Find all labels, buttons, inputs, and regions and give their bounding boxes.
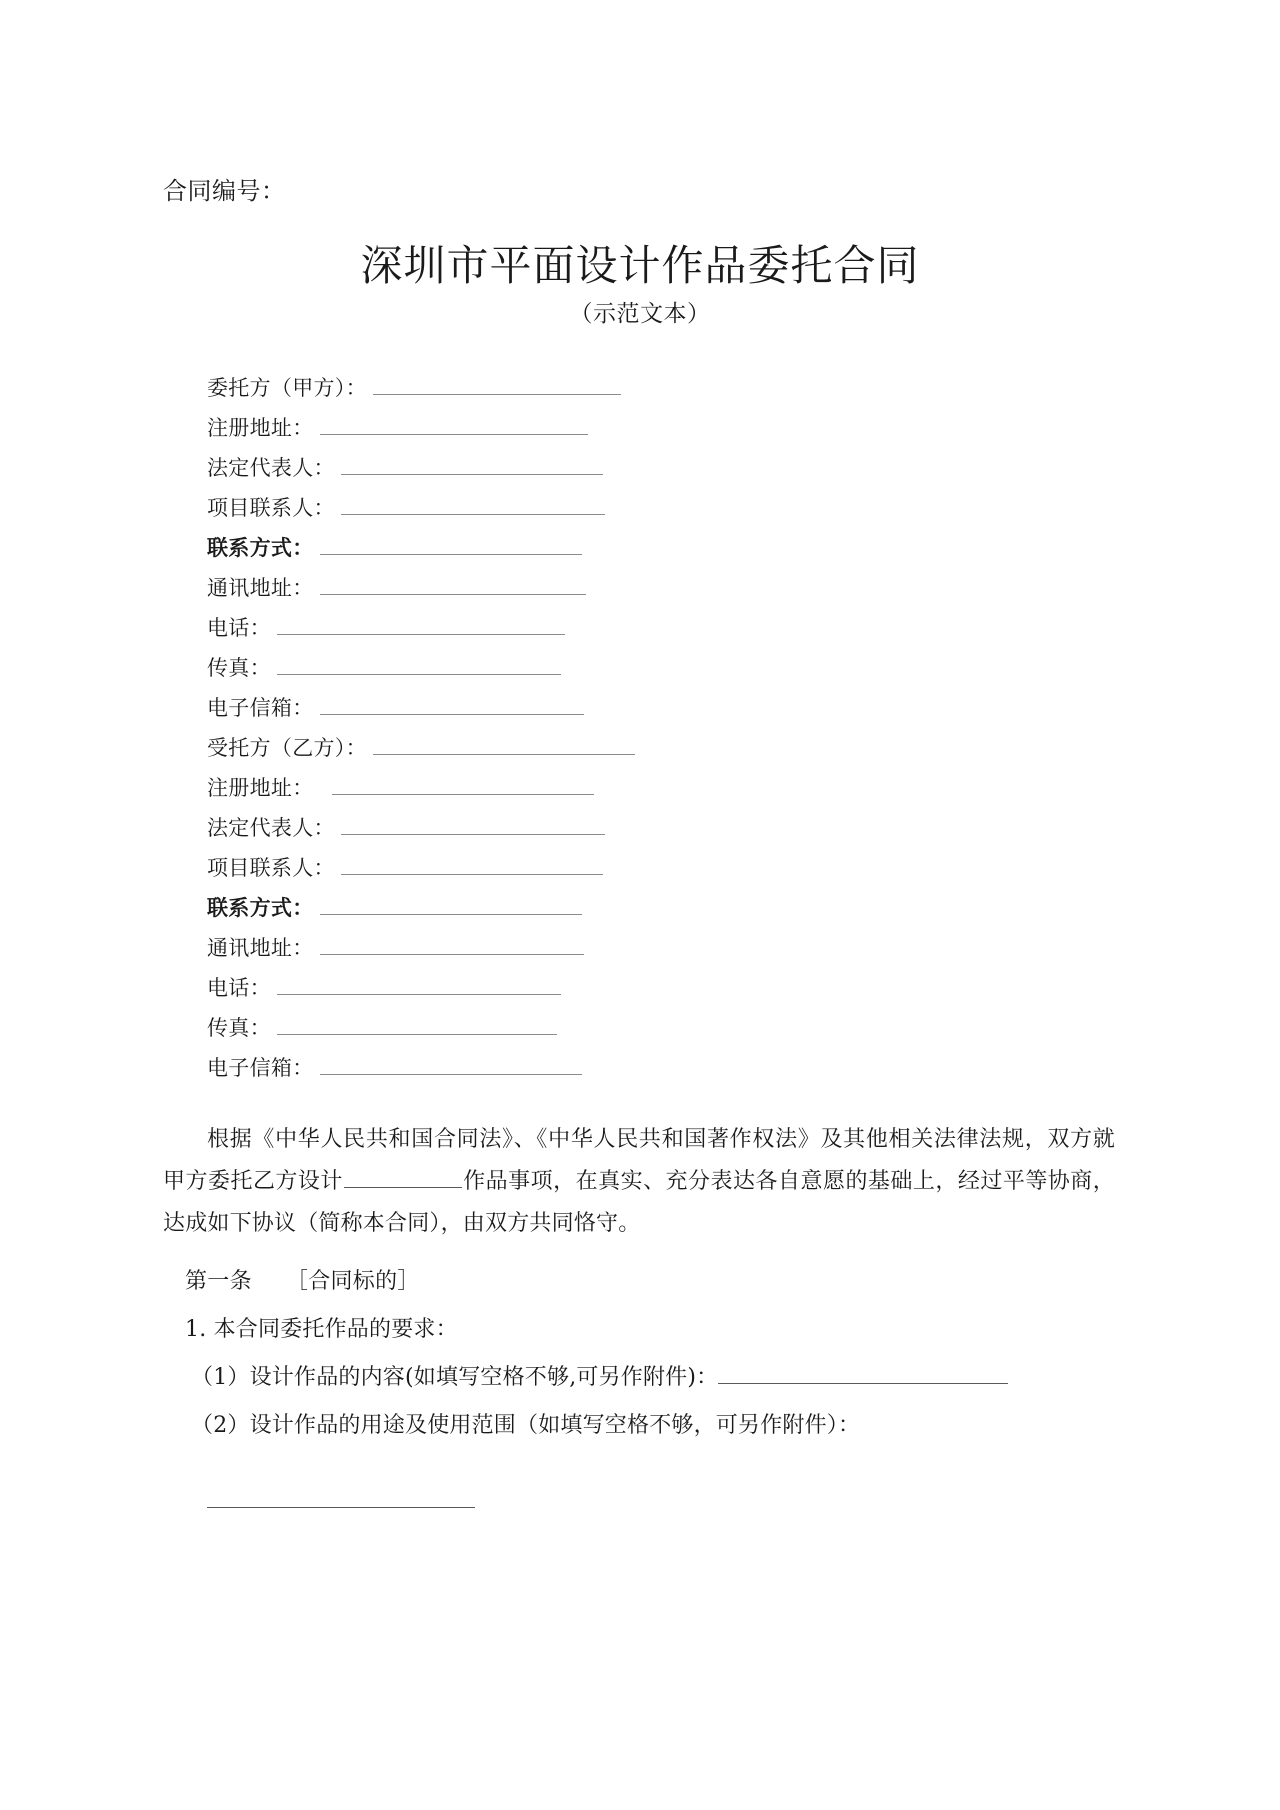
party-b-field-row: [207, 932, 1107, 972]
item-text: 设计作品的内容(如填写空格不够,可另作附件)：: [249, 1365, 719, 1390]
party-b-field-input[interactable]: [277, 1014, 557, 1035]
design-usage-blank[interactable]: [207, 1491, 475, 1508]
party-b-field-input[interactable]: [373, 734, 635, 755]
party-b-field-input[interactable]: [332, 774, 594, 795]
page-subtitle: （示范文本）: [569, 301, 711, 328]
party-b-field-input[interactable]: [341, 814, 605, 835]
preamble-text-part1: 根据《中华人民共和国合同法》、《中华人民共和国著作权法》及其他相关法律法规，双方就甲方委托乙方设计: [163, 1127, 1115, 1194]
party-a-field-label: 电子信箱：: [207, 696, 314, 720]
party-b-field-label: 项目联系人：: [207, 856, 335, 880]
party-a-field-input[interactable]: [277, 654, 561, 675]
clause-one-item-3: [163, 1405, 1115, 1447]
party-a-field-input[interactable]: [320, 414, 588, 435]
clause-one-title: ［合同标的］: [285, 1269, 420, 1294]
party-b-field-input[interactable]: [320, 894, 582, 915]
party-a-field-input[interactable]: [373, 374, 621, 395]
clause-one-item-3-continuation: [163, 1481, 1115, 1523]
party-a-field-label: 电话：: [207, 616, 271, 640]
party-a-field-label: 项目联系人：: [207, 496, 335, 520]
party-a-field-label: 法定代表人：: [207, 456, 335, 480]
party-b-field-input[interactable]: [277, 974, 561, 995]
party-b-field-row: [207, 852, 1107, 892]
party-b-field-label: 传真：: [207, 1016, 271, 1040]
party-a-field-label: 通讯地址：: [207, 576, 314, 600]
clause-one-heading: [163, 1261, 1115, 1303]
party-b-field-input[interactable]: [320, 934, 584, 955]
party-b-field-label: 通讯地址：: [207, 936, 314, 960]
party-b-field-row: [207, 772, 1107, 812]
item-text: 本合同委托作品的要求：: [213, 1317, 458, 1342]
party-a-field-row: [207, 412, 1107, 452]
party-a-field-row: [207, 372, 1107, 412]
party-a-field-input[interactable]: [341, 494, 605, 515]
party-b-field-row: [207, 812, 1107, 852]
party-a-field-row: [207, 572, 1107, 612]
party-b-field-row: [207, 1012, 1107, 1052]
party-b-field-label: 电子信箱：: [207, 1056, 314, 1080]
contract-body: [163, 1119, 1115, 1523]
clause-one-number: 第一条: [185, 1269, 252, 1294]
preamble-text-part2: 作品事项，在真实、充分表达各自意愿的基础上，经过平等协商，达成如下协议（简称本合同），由双方共同恪守。: [163, 1169, 1115, 1236]
party-a-field-input[interactable]: [320, 574, 586, 595]
clause-one-item-1: [163, 1309, 1115, 1351]
item-marker: （2）: [191, 1413, 250, 1438]
party-a-field-row: [207, 532, 1107, 572]
item-text: 设计作品的用途及使用范围（如填写空格不够，可另作附件）：: [249, 1413, 861, 1438]
party-b-field-label: 电话：: [207, 976, 271, 1000]
party-b-field-row: [207, 892, 1107, 932]
party-a-field-row: [207, 452, 1107, 492]
title-block: [0, 240, 1280, 332]
party-a-field-label: 传真：: [207, 656, 271, 680]
party-b-field-row: [207, 972, 1107, 1012]
party-b-field-label: 联系方式：: [207, 895, 314, 920]
party-b-field-label: 受托方（乙方）：: [207, 736, 367, 760]
party-b-field-label: 注册地址：: [207, 776, 314, 800]
party-a-field-label: 联系方式：: [207, 535, 314, 560]
party-a-field-row: [207, 652, 1107, 692]
party-a-field-label: 注册地址：: [207, 416, 314, 440]
party-b-field-input[interactable]: [341, 854, 603, 875]
item-marker: （1）: [191, 1365, 250, 1390]
party-fields-list: [207, 372, 1107, 1092]
item-marker: 1.: [185, 1317, 207, 1342]
design-subject-blank[interactable]: [344, 1169, 462, 1188]
contract-number-label: 合同编号：: [163, 177, 286, 205]
page-title: 深圳市平面设计作品委托合同: [360, 241, 920, 290]
party-a-field-input[interactable]: [320, 694, 584, 715]
party-b-field-input[interactable]: [320, 1054, 582, 1075]
party-a-field-row: [207, 492, 1107, 532]
clause-one-item-2: [163, 1357, 1115, 1399]
party-b-field-row: [207, 732, 1107, 772]
party-b-field-row: [207, 1052, 1107, 1092]
party-b-field-label: 法定代表人：: [207, 816, 335, 840]
party-a-field-row: [207, 692, 1107, 732]
party-a-field-input[interactable]: [341, 454, 603, 475]
party-a-field-input[interactable]: [277, 614, 565, 635]
party-a-field-label: 委托方（甲方）：: [207, 376, 367, 400]
design-content-blank[interactable]: [718, 1367, 1008, 1384]
party-a-field-input[interactable]: [320, 534, 582, 555]
party-a-field-row: [207, 612, 1107, 652]
preamble-paragraph: [163, 1119, 1115, 1245]
